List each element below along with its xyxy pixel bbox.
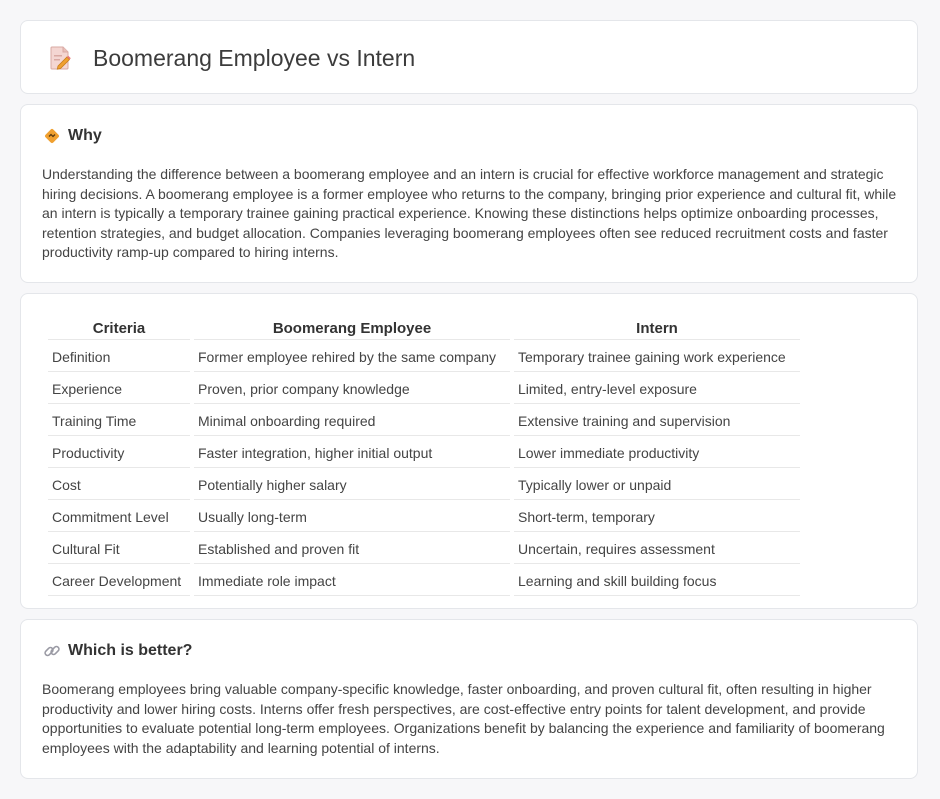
comparison-table xyxy=(44,314,804,598)
table-row xyxy=(48,534,800,564)
table-row xyxy=(48,438,800,468)
table-cell: Cost xyxy=(48,470,190,500)
table-cell: Typically lower or unpaid xyxy=(514,470,800,500)
table-cell: Learning and skill building focus xyxy=(514,566,800,596)
column-header: Criteria xyxy=(48,316,190,340)
table-cell: Temporary trainee gaining work experience xyxy=(514,342,800,372)
table-row xyxy=(48,566,800,596)
title-card xyxy=(20,20,918,94)
table-cell: Faster integration, higher initial output xyxy=(194,438,510,468)
table-cell: Cultural Fit xyxy=(48,534,190,564)
table-cell: Limited, entry-level exposure xyxy=(514,374,800,404)
table-cell: Lower immediate productivity xyxy=(514,438,800,468)
table-row xyxy=(48,406,800,436)
table-cell: Established and proven fit xyxy=(194,534,510,564)
table-cell: Experience xyxy=(48,374,190,404)
table-cell: Potentially higher salary xyxy=(194,470,510,500)
why-heading xyxy=(43,127,102,145)
warning-diamond-icon xyxy=(43,127,61,145)
table-header-row xyxy=(48,316,800,340)
table-cell: Training Time xyxy=(48,406,190,436)
table-cell: Productivity xyxy=(48,438,190,468)
table-cell: Former employee rehired by the same company xyxy=(194,342,510,372)
table-row xyxy=(48,502,800,532)
table-cell: Commitment Level xyxy=(48,502,190,532)
which-is-better-section xyxy=(20,619,918,779)
better-heading xyxy=(43,642,192,660)
better-heading-label: Which is better? xyxy=(68,642,193,659)
page-title: Boomerang Employee vs Intern xyxy=(93,44,416,71)
table-cell: Immediate role impact xyxy=(194,566,510,596)
why-heading-label: Why xyxy=(68,127,102,144)
title-row xyxy=(47,41,415,75)
table-cell: Definition xyxy=(48,342,190,372)
table-cell: Minimal onboarding required xyxy=(194,406,510,436)
better-paragraph: Boomerang employees bring valuable company-specific knowledge, faster onboarding, and proven cultural fit, often resulting in higher productivity and lower hiring costs. Interns offer fresh perspectives, are cost-effective entry points for talent development, and provide opportunities to evaluate potential long-term employees. Organizations benefit by balancing the experience and familiarity of boomerang employees with the adaptability and learning potential of interns. xyxy=(42,681,885,756)
link-icon xyxy=(43,642,61,660)
comparison-section xyxy=(20,293,918,609)
table-row xyxy=(48,342,800,372)
why-section xyxy=(20,104,918,283)
table-row xyxy=(48,470,800,500)
table-cell: Proven, prior company knowledge xyxy=(194,374,510,404)
table-cell: Usually long-term xyxy=(194,502,510,532)
table-cell: Extensive training and supervision xyxy=(514,406,800,436)
table-cell: Career Development xyxy=(48,566,190,596)
document-edit-icon xyxy=(47,45,73,71)
column-header: Intern xyxy=(514,316,800,340)
table-cell: Uncertain, requires assessment xyxy=(514,534,800,564)
table-cell: Short-term, temporary xyxy=(514,502,800,532)
column-header: Boomerang Employee xyxy=(194,316,510,340)
why-paragraph: Understanding the difference between a boomerang employee and an intern is crucial for effective workforce management and strategic hiring decisions. A boomerang employee is a former employee who returns to the company, bringing prior experience and cultural fit, while an intern is typically a temporary trainee gaining practical experience. Knowing these distinctions helps optimize onboarding processes, retention strategies, and budget allocation. Companies leveraging boomerang employees often see reduced recruitment costs and faster productivity ramp-up compared to hiring interns. xyxy=(42,166,897,261)
table-row xyxy=(48,374,800,404)
